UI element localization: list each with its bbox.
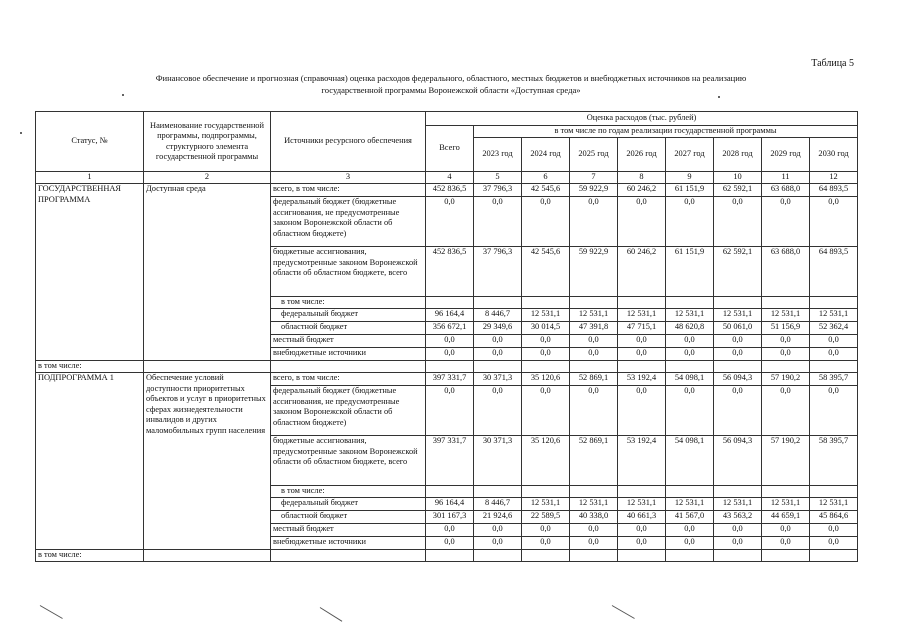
row-value: 62 592,1 <box>714 184 762 197</box>
row-source: бюджетные ассигнования, предусмотренные законом Воронежской области об областном бюджете, всего <box>271 247 426 297</box>
column-number: 9 <box>666 172 714 184</box>
column-number: 11 <box>762 172 810 184</box>
row-value: 12 531,1 <box>570 498 618 511</box>
row-value: 42 545,6 <box>522 184 570 197</box>
row-value: 96 164,4 <box>426 309 474 322</box>
row-value: 0,0 <box>570 386 618 436</box>
row-source: всего, в том числе: <box>271 373 426 386</box>
row-value: 0,0 <box>474 524 522 537</box>
row-value: 0,0 <box>714 348 762 361</box>
row-value: 62 592,1 <box>714 247 762 297</box>
row-value: 0,0 <box>618 348 666 361</box>
row-value <box>810 297 858 309</box>
column-number: 4 <box>426 172 474 184</box>
including-label: в том числе: <box>36 550 144 562</box>
row-value: 0,0 <box>570 537 618 550</box>
row-value: 0,0 <box>570 197 618 247</box>
empty-cell <box>618 550 666 562</box>
row-value: 0,0 <box>810 386 858 436</box>
row-value: 12 531,1 <box>618 309 666 322</box>
row-value <box>522 297 570 309</box>
row-value: 0,0 <box>522 386 570 436</box>
row-value: 0,0 <box>474 537 522 550</box>
row-value: 35 120,6 <box>522 373 570 386</box>
row-value: 0,0 <box>474 348 522 361</box>
row-value: 0,0 <box>426 348 474 361</box>
row-source: федеральный бюджет (бюджетные ассигнования, не предусмотренные законом Воронежской области об областном бюджете) <box>271 197 426 247</box>
scan-dot <box>122 94 124 96</box>
header-year: 2024 год <box>522 138 570 172</box>
empty-cell <box>144 550 271 562</box>
row-value: 0,0 <box>618 524 666 537</box>
column-number: 10 <box>714 172 762 184</box>
row-value: 0,0 <box>714 335 762 348</box>
row-value: 44 659,1 <box>762 511 810 524</box>
column-number: 8 <box>618 172 666 184</box>
row-value: 64 893,5 <box>810 184 858 197</box>
row-value <box>474 486 522 498</box>
row-value: 0,0 <box>762 524 810 537</box>
row-value: 37 796,3 <box>474 184 522 197</box>
row-value: 53 192,4 <box>618 436 666 486</box>
row-value: 59 922,9 <box>570 184 618 197</box>
row-source: федеральный бюджет <box>271 309 426 322</box>
row-value: 59 922,9 <box>570 247 618 297</box>
row-value <box>666 486 714 498</box>
row-value: 0,0 <box>666 348 714 361</box>
header-by-years: в том числе по годам реализации государственной программы <box>474 126 858 138</box>
header-sources: Источники ресурсного обеспечения <box>271 112 426 172</box>
column-number: 3 <box>271 172 426 184</box>
empty-cell <box>522 361 570 373</box>
row-value: 63 688,0 <box>762 247 810 297</box>
header-status: Статус, № <box>36 112 144 172</box>
empty-cell <box>810 361 858 373</box>
row-value: 0,0 <box>714 197 762 247</box>
row-value: 0,0 <box>522 335 570 348</box>
table-label: Таблица 5 <box>811 58 854 69</box>
row-value: 64 893,5 <box>810 247 858 297</box>
scan-mark <box>40 605 63 619</box>
row-value <box>714 297 762 309</box>
row-value: 0,0 <box>810 197 858 247</box>
empty-cell <box>666 361 714 373</box>
row-value: 21 924,6 <box>474 511 522 524</box>
row-value: 0,0 <box>426 335 474 348</box>
row-value: 54 098,1 <box>666 436 714 486</box>
row-status: ГОСУДАРСТВЕННАЯ ПРОГРАММА <box>36 184 144 361</box>
header-year: 2030 год <box>810 138 858 172</box>
row-value: 47 715,1 <box>618 322 666 335</box>
row-source: внебюджетные источники <box>271 537 426 550</box>
row-value <box>426 486 474 498</box>
row-value: 0,0 <box>426 386 474 436</box>
row-value: 0,0 <box>522 537 570 550</box>
including-row <box>36 361 858 373</box>
row-value: 0,0 <box>762 537 810 550</box>
row-value: 58 395,7 <box>810 436 858 486</box>
row-value: 0,0 <box>522 348 570 361</box>
row-value: 12 531,1 <box>570 309 618 322</box>
row-value: 0,0 <box>762 197 810 247</box>
including-label: в том числе: <box>36 361 144 373</box>
row-value: 452 836,5 <box>426 184 474 197</box>
row-value: 52 869,1 <box>570 436 618 486</box>
row-value: 12 531,1 <box>522 309 570 322</box>
column-number: 6 <box>522 172 570 184</box>
row-value: 56 094,3 <box>714 436 762 486</box>
row-value <box>426 297 474 309</box>
header-year: 2027 год <box>666 138 714 172</box>
row-value <box>714 486 762 498</box>
empty-cell <box>426 550 474 562</box>
row-source: в том числе: <box>271 297 426 309</box>
header-estimate: Оценка расходов (тыс. рублей) <box>426 112 858 126</box>
row-value: 301 167,3 <box>426 511 474 524</box>
header-year: 2029 год <box>762 138 810 172</box>
row-value: 12 531,1 <box>666 309 714 322</box>
empty-cell <box>714 550 762 562</box>
row-value <box>570 297 618 309</box>
row-value: 8 446,7 <box>474 309 522 322</box>
row-value <box>570 486 618 498</box>
row-source: областной бюджет <box>271 322 426 335</box>
row-value: 0,0 <box>666 335 714 348</box>
scan-mark <box>612 605 635 619</box>
row-value: 12 531,1 <box>810 309 858 322</box>
row-value: 40 661,3 <box>618 511 666 524</box>
row-value: 63 688,0 <box>762 184 810 197</box>
row-value: 397 331,7 <box>426 436 474 486</box>
row-value: 0,0 <box>426 524 474 537</box>
row-value: 0,0 <box>810 524 858 537</box>
row-value: 58 395,7 <box>810 373 858 386</box>
row-value: 60 246,2 <box>618 247 666 297</box>
empty-cell <box>570 550 618 562</box>
empty-cell <box>714 361 762 373</box>
row-value: 48 620,8 <box>666 322 714 335</box>
row-value: 0,0 <box>570 335 618 348</box>
row-value: 0,0 <box>666 537 714 550</box>
table-row <box>36 373 858 386</box>
column-number: 7 <box>570 172 618 184</box>
row-value <box>522 486 570 498</box>
document-title <box>60 72 842 96</box>
row-value: 0,0 <box>618 386 666 436</box>
header-year: 2028 год <box>714 138 762 172</box>
header-total: Всего <box>426 126 474 172</box>
row-value <box>474 297 522 309</box>
row-value: 0,0 <box>426 197 474 247</box>
empty-cell <box>666 550 714 562</box>
scan-mark <box>320 607 343 622</box>
row-value: 30 371,3 <box>474 436 522 486</box>
row-value: 96 164,4 <box>426 498 474 511</box>
row-value <box>810 486 858 498</box>
row-value: 0,0 <box>762 386 810 436</box>
row-value: 29 349,6 <box>474 322 522 335</box>
row-source: местный бюджет <box>271 335 426 348</box>
row-value <box>666 297 714 309</box>
row-value: 0,0 <box>810 348 858 361</box>
row-value: 0,0 <box>522 524 570 537</box>
row-value: 0,0 <box>666 197 714 247</box>
row-value: 0,0 <box>810 335 858 348</box>
empty-cell <box>570 361 618 373</box>
row-value: 0,0 <box>666 386 714 436</box>
column-numbers-row <box>36 172 858 184</box>
row-value: 0,0 <box>522 197 570 247</box>
row-value: 0,0 <box>570 524 618 537</box>
scan-dot <box>718 96 720 98</box>
row-name: Доступная среда <box>144 184 271 361</box>
column-number: 1 <box>36 172 144 184</box>
row-value: 12 531,1 <box>762 498 810 511</box>
row-value: 0,0 <box>810 537 858 550</box>
row-source: всего, в том числе: <box>271 184 426 197</box>
empty-cell <box>271 550 426 562</box>
row-value: 53 192,4 <box>618 373 666 386</box>
row-value: 12 531,1 <box>522 498 570 511</box>
empty-cell <box>426 361 474 373</box>
row-value: 22 589,5 <box>522 511 570 524</box>
column-number: 12 <box>810 172 858 184</box>
row-value: 0,0 <box>714 537 762 550</box>
empty-cell <box>522 550 570 562</box>
row-value: 35 120,6 <box>522 436 570 486</box>
including-row <box>36 550 858 562</box>
column-number: 5 <box>474 172 522 184</box>
row-value <box>762 486 810 498</box>
scan-dot <box>20 132 22 134</box>
row-value: 41 567,0 <box>666 511 714 524</box>
empty-cell <box>618 361 666 373</box>
row-value: 37 796,3 <box>474 247 522 297</box>
row-value: 47 391,8 <box>570 322 618 335</box>
empty-cell <box>762 361 810 373</box>
row-value: 54 098,1 <box>666 373 714 386</box>
header-name: Наименование государственной программы, подпрограммы, структурного элемента государственной программы <box>144 112 271 172</box>
row-value <box>618 486 666 498</box>
column-number: 2 <box>144 172 271 184</box>
row-value: 12 531,1 <box>714 309 762 322</box>
row-source: местный бюджет <box>271 524 426 537</box>
row-source: федеральный бюджет <box>271 498 426 511</box>
row-source: в том числе: <box>271 486 426 498</box>
header-year: 2023 год <box>474 138 522 172</box>
empty-cell <box>810 550 858 562</box>
row-value: 452 836,5 <box>426 247 474 297</box>
row-name: Обеспечение условий доступности приоритетных объектов и услуг в приоритетных сферах жизнедеятельности инвалидов и других маломобильных групп населения <box>144 373 271 550</box>
header-year: 2025 год <box>570 138 618 172</box>
row-value: 45 864,6 <box>810 511 858 524</box>
header-year: 2026 год <box>618 138 666 172</box>
row-value: 42 545,6 <box>522 247 570 297</box>
row-value: 0,0 <box>618 197 666 247</box>
row-value: 51 156,9 <box>762 322 810 335</box>
row-value: 43 563,2 <box>714 511 762 524</box>
row-value: 0,0 <box>714 386 762 436</box>
empty-cell <box>762 550 810 562</box>
empty-cell <box>474 550 522 562</box>
row-value: 0,0 <box>474 335 522 348</box>
title-line-2: государственной программы Воронежской области «Доступная среда» <box>321 85 581 95</box>
row-value: 0,0 <box>714 524 762 537</box>
row-value: 50 061,0 <box>714 322 762 335</box>
title-line-1: Финансовое обеспечение и прогнозная (справочная) оценка расходов федерального, областного, местных бюджетов и внебюджетных источников на реализацию <box>155 73 747 83</box>
row-source: внебюджетные источники <box>271 348 426 361</box>
row-value <box>618 297 666 309</box>
row-source: бюджетные ассигнования, предусмотренные законом Воронежской области об областном бюджете, всего <box>271 436 426 486</box>
row-value <box>762 297 810 309</box>
row-value: 12 531,1 <box>762 309 810 322</box>
empty-cell <box>474 361 522 373</box>
row-source: областной бюджет <box>271 511 426 524</box>
row-value: 0,0 <box>762 335 810 348</box>
row-value: 57 190,2 <box>762 436 810 486</box>
row-value: 12 531,1 <box>666 498 714 511</box>
row-value: 0,0 <box>666 524 714 537</box>
row-value: 0,0 <box>474 197 522 247</box>
row-value: 60 246,2 <box>618 184 666 197</box>
row-status: ПОДПРОГРАММА 1 <box>36 373 144 550</box>
row-value: 0,0 <box>474 386 522 436</box>
row-value: 0,0 <box>618 537 666 550</box>
row-value: 0,0 <box>426 537 474 550</box>
empty-cell <box>144 361 271 373</box>
row-value: 397 331,7 <box>426 373 474 386</box>
row-value: 30 371,3 <box>474 373 522 386</box>
row-value: 52 362,4 <box>810 322 858 335</box>
row-value: 57 190,2 <box>762 373 810 386</box>
row-value: 12 531,1 <box>714 498 762 511</box>
row-source: федеральный бюджет (бюджетные ассигнования, не предусмотренные законом Воронежской области об областном бюджете) <box>271 386 426 436</box>
row-value: 61 151,9 <box>666 184 714 197</box>
row-value: 56 094,3 <box>714 373 762 386</box>
row-value: 61 151,9 <box>666 247 714 297</box>
finance-table <box>35 111 858 562</box>
row-value: 0,0 <box>618 335 666 348</box>
row-value: 30 014,5 <box>522 322 570 335</box>
row-value: 0,0 <box>762 348 810 361</box>
empty-cell <box>271 361 426 373</box>
table-row <box>36 184 858 197</box>
row-value: 12 531,1 <box>618 498 666 511</box>
row-value: 40 338,0 <box>570 511 618 524</box>
row-value: 0,0 <box>570 348 618 361</box>
row-value: 356 672,1 <box>426 322 474 335</box>
row-value: 12 531,1 <box>810 498 858 511</box>
row-value: 52 869,1 <box>570 373 618 386</box>
row-value: 8 446,7 <box>474 498 522 511</box>
